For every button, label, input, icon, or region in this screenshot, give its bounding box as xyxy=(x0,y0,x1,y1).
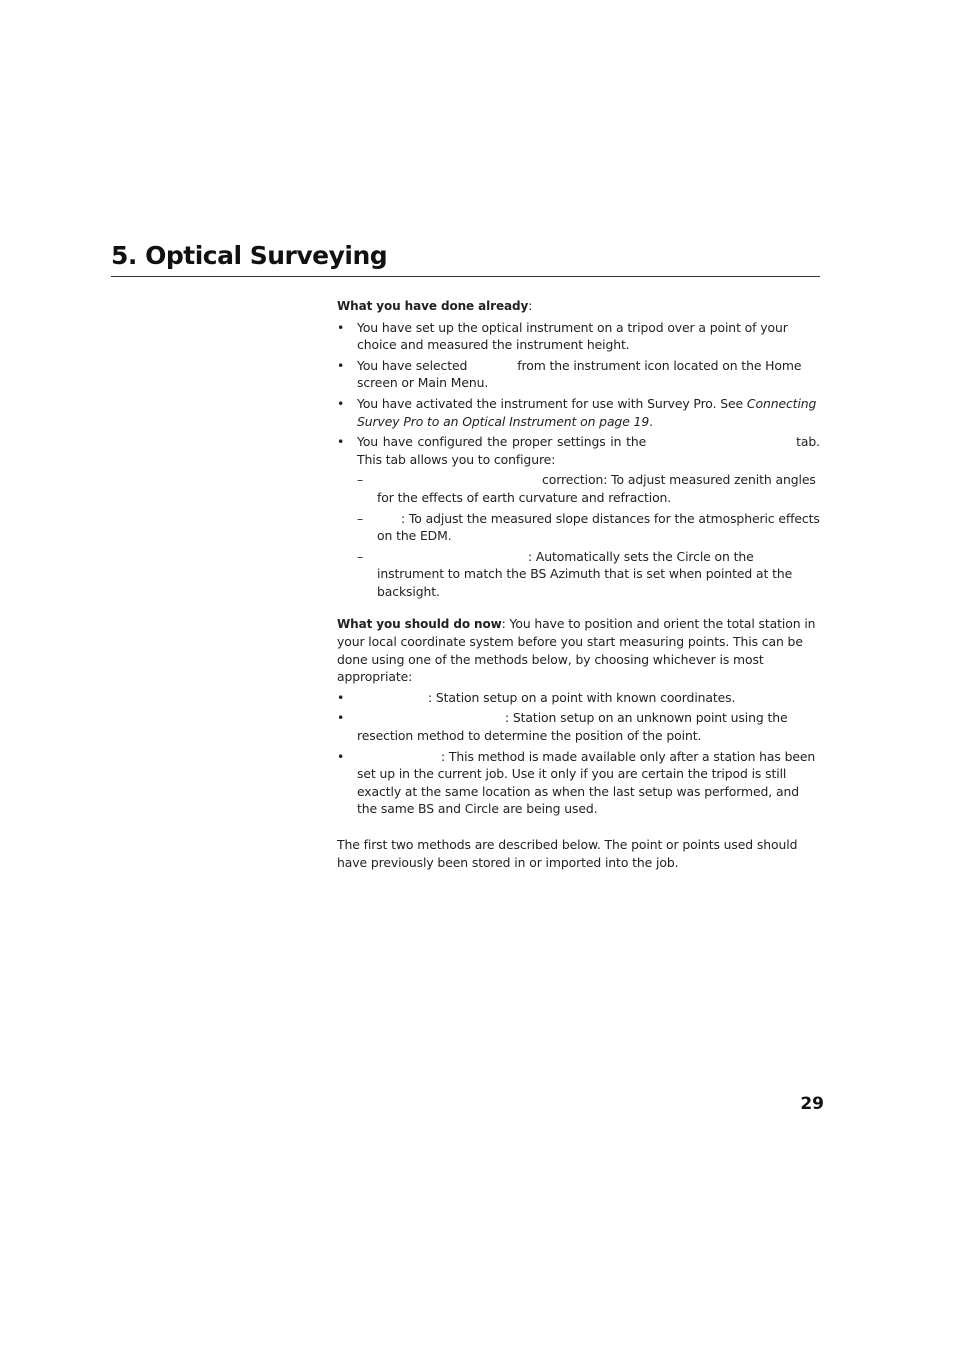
list-item-text: You have set up the optical instrument on a tripod over a point of your choice and measured the instrument height. xyxy=(357,319,788,353)
section-do-paragraph xyxy=(337,615,820,686)
list-item xyxy=(337,395,820,430)
page-content xyxy=(337,297,820,871)
list-item-text: : Station setup on an unknown point using the resection method to determine the position of the point. xyxy=(357,710,788,744)
methods-list xyxy=(337,689,820,818)
list-item xyxy=(337,709,820,744)
sub-list-item xyxy=(357,548,820,601)
closing-paragraph: The first two methods are described below. The point or points used should have previously been stored in or imported into the job. xyxy=(337,837,798,870)
sub-list-item xyxy=(357,510,820,545)
list-item-text-after: from the instrument icon located on the Home screen or Main Menu. xyxy=(357,357,802,391)
section-done-heading xyxy=(337,297,820,316)
list-item-text-before: You have configured the proper settings in the xyxy=(357,434,647,450)
page-number: 29 xyxy=(800,1094,824,1114)
cross-reference: Connecting Survey Pro to an Optical Instrument on page 19 xyxy=(357,395,817,429)
chapter-title: 5. Optical Surveying xyxy=(111,240,820,277)
sub-list-item-text: correction: To adjust measured zenith angles for the effects of earth curvature and refraction. xyxy=(377,472,816,505)
list-item-end: . xyxy=(649,413,653,429)
list-item-text: : This method is made available only after a station has been set up in the current job. Use it only if you are certain the tripod is still exactly at the same location as when the last setup was performed, and the same BS and Circle are being used. xyxy=(357,748,816,817)
list-item xyxy=(337,319,820,354)
list-item-text-after: tab. xyxy=(796,434,820,450)
list-item-text: : Station setup on a point with known coordinates. xyxy=(428,689,736,705)
list-item xyxy=(337,433,820,600)
list-item xyxy=(337,689,820,707)
section-do-intro: : You have to position and orient the total station in your local coordinate system before you start measuring points. This can be done using one of the methods below, by choosing whichever is most appropriate: xyxy=(337,615,816,685)
list-item-text-before: You have selected xyxy=(357,357,468,373)
sub-list-item-text: : Automatically sets the Circle on the instrument to match the BS Azimuth that is set when pointed at the backsight. xyxy=(377,548,793,599)
list-item xyxy=(337,748,820,818)
section-done-label: What you have done already xyxy=(337,299,529,313)
list-item-line2: This tab allows you to configure: xyxy=(357,451,556,467)
done-list xyxy=(337,319,820,601)
section-do-label: What you should do now xyxy=(337,616,502,631)
list-item xyxy=(337,357,820,392)
sub-list-item xyxy=(357,471,820,506)
section-done-label-suffix: : xyxy=(528,298,533,313)
list-item-text: You have activated the instrument for use with Survey Pro. See xyxy=(357,395,747,411)
list-item-line xyxy=(357,433,820,451)
settings-sublist xyxy=(357,471,820,600)
sub-list-item-text: : To adjust the measured slope distances for the atmospheric effects on the EDM. xyxy=(377,510,820,544)
